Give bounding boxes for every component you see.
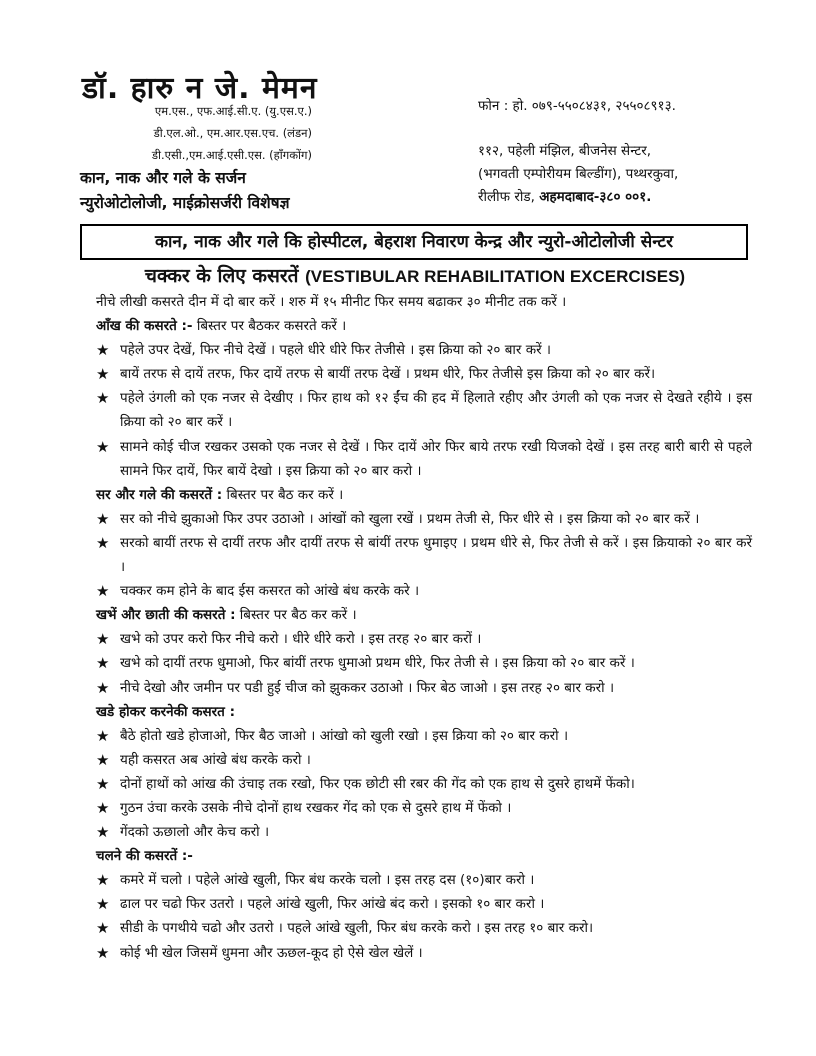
item-text: कमरे में चलो । पहेले आंखे खुली, फिर बंध करके चलो । इस तरह दस (१०)बार करो । bbox=[120, 872, 535, 889]
credential-line: डी.एसी.,एम.आई.एसी.एस. (हॉंगकोंग) bbox=[151, 148, 312, 162]
sections bbox=[96, 314, 752, 965]
star-icon: ★ bbox=[96, 533, 110, 552]
list-item bbox=[96, 676, 752, 700]
star-icon: ★ bbox=[96, 509, 110, 528]
list-item bbox=[96, 772, 752, 796]
section-title: सर और गले की कसरतें : bbox=[96, 486, 223, 503]
list-item bbox=[96, 748, 752, 772]
item-text: पहेले उपर देखें, फिर नीचे देखें । पहले धीरे धीरे फिर तेजीसे । इस क्रिया को २० बार करें । bbox=[120, 342, 552, 359]
section-heading bbox=[96, 700, 752, 724]
item-text: कोई भी खेल जिसमें धुमना और ऊछल-कूद हो ऐसे खेल खेलें । bbox=[120, 944, 423, 961]
title-hindi: चक्कर के लिए कसरतें bbox=[144, 265, 299, 287]
star-icon: ★ bbox=[96, 678, 110, 697]
section-title: खभें और छाती की कसरते : bbox=[96, 607, 236, 624]
section-heading bbox=[96, 844, 752, 868]
address bbox=[478, 140, 750, 209]
list-item bbox=[96, 916, 752, 940]
star-icon: ★ bbox=[96, 630, 110, 649]
item-text: सर को नीचे झुकाओ फिर उपर उठाओ । आंखों को खुला रखें । प्रथम तेजी से, फिर धीरे से । इस क्रिया को २० बार करें । bbox=[120, 510, 700, 527]
hospital-banner: कान, नाक और गले कि होस्पीटल, बेहराश निवारण केन्द्र और न्युरो-ओटोलोजी सेन्टर bbox=[80, 224, 748, 260]
section-note: बिस्तर पर बैठकर कसरते करें । bbox=[192, 318, 347, 335]
specialty bbox=[80, 166, 290, 216]
item-text: बायें तरफ से दायें तरफ, फिर दायें तरफ से बायीं तरफ देखें । प्रथम धीरे, फिर तेजीसे इस क्रिया को २० बार करें। bbox=[120, 366, 656, 383]
star-icon: ★ bbox=[96, 871, 110, 890]
item-text: यही कसरत अब आंखे बंध करके करो । bbox=[120, 751, 311, 768]
section-heading bbox=[96, 483, 752, 507]
intro: नीचे लीखी कसरते दीन में दो बार करें । शरु में १५ मीनीट फिर समय बढाकर ३० मीनीट तक करें । bbox=[96, 294, 567, 310]
item-text: नीचे देखो और जमीन पर पडी हुई चीज को झुककर उठाओ । फिर बेठ जाओ । इस तरह २० बार करो । bbox=[120, 679, 615, 696]
item-text: दोनों हाथों को आंख की उंचाइ तक रखो, फिर एक छोटी सी रबर की गेंद को एक हाथ से दुसरे हाथमें फेंको। bbox=[120, 775, 635, 792]
address-road: रीलीफ रोड, bbox=[478, 189, 535, 205]
phone: फोन : हो. ०७९-५५०८४३१, २५५०८९१३. bbox=[478, 98, 676, 114]
item-text: बैठे होतो खडे होजाओ, फिर बैठ जाओ । आंखो को खुली रखो । इस क्रिया को २० बार करो । bbox=[120, 727, 569, 744]
star-icon: ★ bbox=[96, 750, 110, 769]
address-line: ११२, पहेली मंझिल, बीजनेस सेन्टर, bbox=[478, 143, 652, 159]
item-text: गेंदको ऊछालो और केच करो । bbox=[120, 824, 270, 841]
list-item bbox=[96, 941, 752, 965]
list-item bbox=[96, 386, 752, 434]
section-heading bbox=[96, 314, 752, 338]
item-text: गुठन उंचा करके उसके नीचे दोनों हाथ रखकर गेंद को एक से दुसरे हाथ में फेंको । bbox=[120, 799, 512, 816]
list-item bbox=[96, 796, 752, 820]
specialty-line: न्युरोओटोलोजी, माईक्रोसर्जरी विशेषज्ञ bbox=[80, 194, 290, 212]
star-icon: ★ bbox=[96, 365, 110, 384]
item-text: सरको बायीं तरफ से दायीं तरफ और दायीं तरफ से बांयीं तरफ धुमाइए । प्रथम धीरे से, फिर तेजी से करें । इस क्रियाको २० बार करें । bbox=[120, 534, 752, 576]
star-icon: ★ bbox=[96, 895, 110, 914]
star-icon: ★ bbox=[96, 389, 110, 408]
credentials bbox=[120, 100, 312, 166]
credential-line: एम.एस., एफ.आई.सी.ए. (यु.एस.ए.) bbox=[154, 104, 312, 118]
list-item bbox=[96, 435, 752, 483]
star-icon: ★ bbox=[96, 943, 110, 962]
star-icon: ★ bbox=[96, 823, 110, 842]
address-line: (भगवती एम्पोरीयम बिल्डींग), पथ्थरकुवा, bbox=[478, 166, 679, 182]
document-title bbox=[80, 262, 750, 288]
star-icon: ★ bbox=[96, 341, 110, 360]
list-item bbox=[96, 868, 752, 892]
address-line bbox=[478, 186, 750, 209]
star-icon: ★ bbox=[96, 774, 110, 793]
item-text: सामने कोई चीज रखकर उसको एक नजर से देखें । फिर दायें ओर फिर बाये तरफ रखी यिजको देखें । इस तरह बारी बारी से पहले सामने फिर दायें, फिर बायें देखो । इस क्रिया को २० बार करो । bbox=[120, 438, 752, 479]
star-icon: ★ bbox=[96, 582, 110, 601]
list-item bbox=[96, 820, 752, 844]
document-body bbox=[96, 290, 752, 965]
section-note: बिस्तर पर बैठ कर करें । bbox=[222, 486, 344, 503]
list-item bbox=[96, 579, 752, 603]
star-icon: ★ bbox=[96, 726, 110, 745]
item-text: ढाल पर चढो फिर उतरो । पहले आंखे खुली, फिर आंखे बंद करो । इसको १० बार करो । bbox=[120, 896, 545, 913]
star-icon: ★ bbox=[96, 798, 110, 817]
item-text: सीडी के पगथीये चढो और उतरो । पहले आंखे खुली, फिर बंध करके करो । इस तरह १० बार करो। bbox=[120, 920, 594, 937]
item-text: खभे को उपर करो फिर नीचे करो । धीरे धीरे करो । इस तरह २० बार करों । bbox=[120, 631, 482, 648]
doctor-name: डॉ. हारु न जे. मेमन bbox=[82, 71, 318, 106]
specialty-line: कान, नाक और गले के सर्जन bbox=[80, 169, 246, 187]
star-icon: ★ bbox=[96, 654, 110, 673]
section-note: बिस्तर पर बैठ कर करें । bbox=[235, 607, 357, 624]
item-text: पहेले उंगली को एक नजर से देखीए । फिर हाथ को १२ ईंच की हद में हिलाते रहीए और उंगली को एक नजर से देखते रहीये । इस क्रिया को २० बार करें । bbox=[120, 390, 752, 431]
title-english: (VESTIBULAR REHABILITATION EXCERCISES) bbox=[305, 267, 686, 286]
star-icon: ★ bbox=[96, 919, 110, 938]
list-item bbox=[96, 338, 752, 362]
section-title: चलने की कसरतें :- bbox=[96, 848, 193, 865]
address-city: अहमदाबाद-३८० ००१. bbox=[539, 189, 652, 205]
section-title: आँख की कसरते :- bbox=[96, 318, 193, 335]
list-item bbox=[96, 651, 752, 675]
star-icon: ★ bbox=[96, 437, 110, 456]
list-item bbox=[96, 362, 752, 386]
list-item bbox=[96, 507, 752, 531]
list-item bbox=[96, 892, 752, 916]
section-title: खडे होकर करनेकी कसरत : bbox=[96, 703, 235, 720]
item-text: चक्कर कम होने के बाद ईस कसरत को आंखे बंध करके करे । bbox=[120, 583, 420, 600]
list-item bbox=[96, 724, 752, 748]
item-text: खभे को दायीं तरफ धुमाओ, फिर बांयीं तरफ धुमाओ प्रथम धीरे, फिर तेजी से । इस क्रिया को २० बार करें । bbox=[120, 655, 635, 672]
section-heading bbox=[96, 603, 752, 627]
list-item bbox=[96, 627, 752, 651]
credential-line: डी.एल.ओ., एम.आर.एस.एच. (लंडन) bbox=[153, 126, 312, 140]
list-item bbox=[96, 531, 752, 579]
